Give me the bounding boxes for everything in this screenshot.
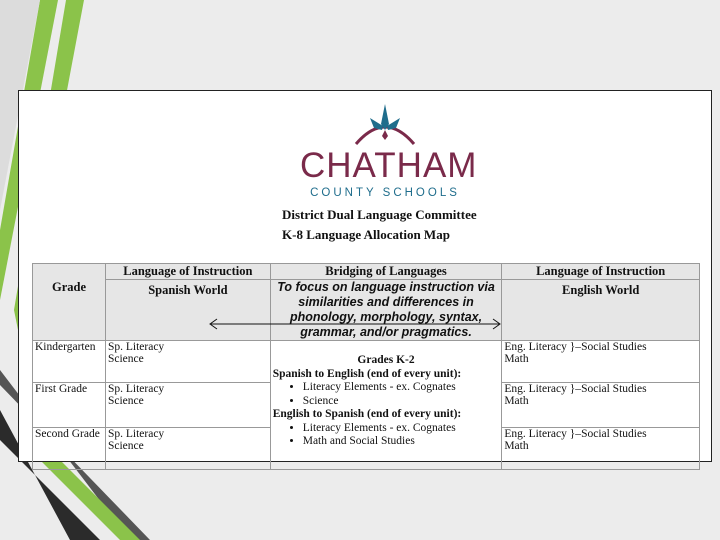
bridging-note: To focus on language instruction via similarities and differences in phonology, morphology, syntax, grammar, and/or pragmatics. — [270, 280, 502, 341]
subject: Sp. Literacy — [107, 341, 165, 353]
subject: Math — [504, 395, 529, 407]
grade-header — [33, 264, 106, 341]
subject: Math — [504, 440, 529, 452]
grade-header-label: Grade — [51, 280, 86, 294]
english-subjects-cell — [502, 428, 700, 470]
english-to-spanish-heading: English to Spanish (end of every unit): — [272, 408, 462, 420]
grade-cell: First Grade — [33, 383, 106, 428]
map-title: K-8 Language Allocation Map — [282, 227, 450, 242]
spanish-subjects-cell — [105, 428, 270, 470]
spanish-to-english-heading: Spanish to English (end of every unit): — [272, 367, 462, 380]
subject — [504, 341, 697, 353]
list-item: • Math and Social Studies — [303, 435, 500, 449]
english-subjects-cell — [502, 383, 700, 428]
subject: Sp. Literacy — [107, 383, 165, 395]
district-logo — [300, 100, 478, 205]
subject: Science — [107, 395, 144, 407]
language-allocation-table — [32, 263, 700, 470]
subject — [504, 383, 697, 395]
bracket-icon: }– — [569, 383, 582, 395]
committee-title: District Dual Language Committee — [282, 207, 477, 222]
english-world-header: English World — [502, 280, 700, 341]
subject-extra: Social Studies — [581, 383, 647, 395]
grade-cell: Second Grade — [33, 428, 106, 470]
lang-left-header: Language of Instruction — [105, 264, 270, 280]
subject — [504, 428, 697, 440]
spanish-to-english-list — [273, 381, 500, 408]
list-item: • Science — [303, 395, 500, 409]
subject-name: Eng. Literacy — [504, 341, 567, 353]
subject: Science — [107, 440, 144, 452]
subject-extra: Social Studies — [581, 428, 647, 440]
list-item: • Literacy Elements - ex. Cognates — [303, 381, 500, 395]
spanish-subjects-cell — [105, 341, 270, 383]
bracket-icon: }– — [569, 428, 582, 440]
grade-cell: Kindergarten — [33, 341, 106, 383]
compass-rose-icon — [350, 100, 420, 148]
bidirectional-arrow-icon — [205, 318, 505, 330]
subject-extra: Social Studies — [581, 341, 647, 353]
subject-name: Eng. Literacy — [504, 428, 567, 440]
spanish-subjects-cell — [105, 383, 270, 428]
subject: Sp. Literacy — [107, 428, 165, 440]
bridging-cell — [270, 341, 502, 470]
lang-right-header: Language of Instruction — [502, 264, 700, 280]
logo-wordmark: CHATHAM — [300, 146, 478, 185]
list-item: • Literacy Elements - ex. Cognates — [303, 422, 500, 436]
subject-name: Eng. Literacy — [504, 383, 567, 395]
subject: Math — [504, 353, 529, 365]
english-to-spanish-list — [273, 422, 500, 449]
logo-subtitle: COUNTY SCHOOLS — [310, 187, 460, 199]
english-subjects-cell — [502, 341, 700, 383]
subject: Science — [107, 353, 144, 365]
bracket-icon: }– — [569, 341, 582, 353]
table-header-row — [33, 264, 700, 280]
spanish-world-header: Spanish World — [105, 280, 270, 341]
table-subheader-row — [33, 280, 700, 341]
table-row — [33, 341, 700, 383]
bridging-grades-heading: Grades K-2 — [357, 354, 415, 366]
bridging-header: Bridging of Languages — [270, 264, 502, 280]
